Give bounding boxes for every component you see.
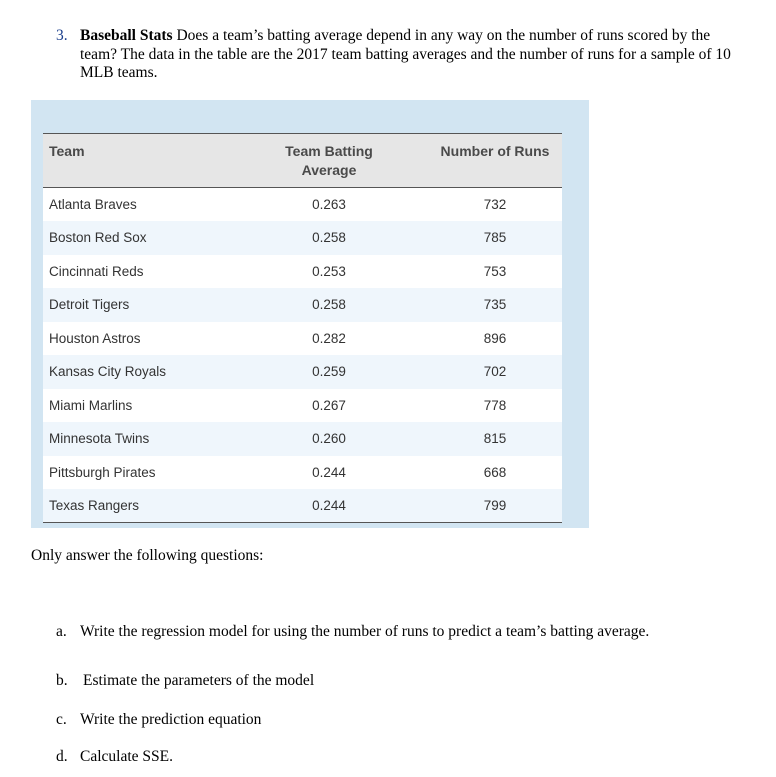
header-avg-line-1: Team Batting [285,143,373,159]
question-text: Write the prediction equation [80,711,262,728]
runs-cell: 732 [483,197,507,212]
runs-cell: 785 [483,230,507,246]
team-cell: Minnesota Twins [49,431,150,447]
header-number-of-runs: Number of Runs [440,143,550,159]
header-team: Team [49,143,85,159]
team-cell: Houston Astros [49,330,141,346]
problem-number: 3. [56,27,68,44]
question-letter: a. [56,623,67,640]
question-text: Write the regression model for using the number of runs to predict a team’s batting average. [80,623,650,640]
team-cell: Pittsburgh Pirates [49,464,156,480]
problem-line-3: MLB teams. [80,64,158,81]
team-cell: Cincinnati Reds [49,263,144,279]
table-header-row [43,134,562,188]
table-panel [31,100,589,528]
instructions: Only answer the following questions: [31,547,264,564]
table-row [43,456,562,490]
question-text: Calculate SSE. [80,748,173,765]
problem-statement [56,27,768,83]
question-b [56,672,314,690]
runs-cell: 896 [483,330,507,346]
runs-cell: 753 [483,263,507,279]
team-cell: Texas Rangers [49,498,140,513]
header-batting-average [230,134,428,188]
runs-cell: 778 [483,397,507,413]
question-c [56,711,261,729]
team-cell: Boston Red Sox [49,230,147,246]
table-row [43,355,562,389]
avg-cell: 0.244 [312,498,346,513]
table-row [43,255,562,289]
runs-cell: 799 [483,498,507,513]
team-cell: Miami Marlins [49,397,133,413]
problem-line-1: Does a team’s batting average depend in any way on the number of runs scored by the [172,27,711,44]
table-row [43,221,562,255]
avg-cell: 0.282 [312,330,346,346]
question-text: Estimate the parameters of the model [83,672,315,689]
team-cell: Kansas City Royals [49,364,167,380]
avg-cell: 0.267 [312,397,346,413]
table-row [43,489,562,523]
avg-cell: 0.253 [312,263,346,279]
problem-line-2: team? The data in the table are the 2017 team batting averages and the number of runs for a sample of 10 [80,45,731,63]
runs-cell: 815 [483,431,507,447]
question-letter: d. [56,748,68,765]
table-row [43,389,562,423]
avg-cell: 0.263 [312,197,346,212]
question-letter: b. [56,672,68,689]
runs-cell: 735 [483,297,507,313]
table-row [43,288,562,322]
avg-cell: 0.258 [312,230,346,246]
question-a [56,623,649,641]
problem-title: Baseball Stats [80,27,173,44]
runs-cell: 702 [483,364,507,380]
runs-cell: 668 [483,464,507,480]
team-cell: Atlanta Braves [49,197,137,212]
avg-cell: 0.244 [312,464,346,480]
problem-text [80,27,768,83]
avg-cell: 0.260 [312,431,346,447]
table-row [43,422,562,456]
avg-cell: 0.259 [312,364,346,380]
baseball-stats-table [43,133,562,523]
avg-cell: 0.258 [312,297,346,313]
team-cell: Detroit Tigers [49,297,130,313]
question-d [56,748,173,766]
table-row [43,322,562,356]
question-letter: c. [56,711,67,728]
table-row [43,188,562,222]
header-avg-line-2: Average [301,162,357,178]
